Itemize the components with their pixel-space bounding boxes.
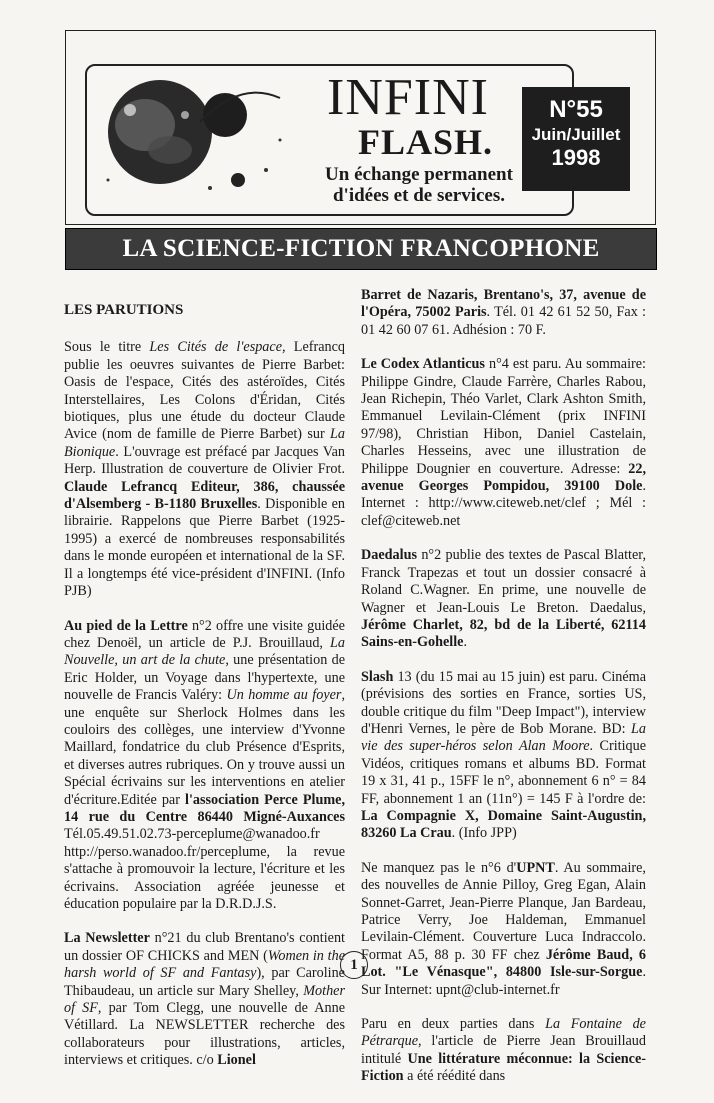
article-fontaine-petrarque: Paru en deux parties dans La Fontaine de Pétrarque, l'article de Pierre Jean Brouillaud intitulé Une littérature méconnue: la Science-Fiction a été réédité dans — [361, 1016, 646, 1085]
issue-date: Juin/Juillet — [531, 125, 621, 144]
page-number: 1 — [340, 951, 368, 979]
tagline-line-2: d'idées et de services. — [332, 185, 505, 206]
article-cites-espace: Sous le titre Les Cités de l'espace, Lefrancq publie les oeuvres suivantes de Pierre Barbet: Oasis de l'espace, Cités des astéroïdes, Cités Interstellaires, Les Colons d'Éridan, Cités biotiques, plus une étude du docteur Claude Avice (nom de famille de Pierre Barbet) sur La Bionique. L'ouvrage est préfacé par Jacques Van Herp. Illustration de couverture de Olivier Frot. Claude Lefrancq Editeur, 386, chaussée d'Alsemberg - B-1180 Bruxelles. Disponible en librairie. Rappelons que Pierre Barbet (1925-1995) a exercé de nombreuses responsabilités dans le monde européen et international de la SF. Il a longtemps été vice-président d'INFINI. (Info PJB) — [64, 339, 346, 600]
article-upnt: Ne manquez pas le n°6 d'UPNT. Au sommaire, des nouvelles de Annie Pilloy, Greg Egan, Alain Sonnet-Garret, Jean-Pierre Planque, Jan Bardeau, Patrice Verry, Joe Haldeman, Emmanuel Levilain-Clément. Couverture Luca Indraccolo. Format A5, 88 p. 30 FF chez Jérôme Baud, 6 Lot. "Le Vénasque", 84800 Isle-sur-Sorgue. Sur Internet: upnt@club-internet.fr — [361, 859, 646, 998]
title-flash: FLASH. — [358, 122, 494, 162]
left-column — [64, 289, 345, 1087]
right-column — [361, 287, 646, 1103]
article-newsletter-continued: Barret de Nazaris, Brentano's, 37, avenue de l'Opéra, 75002 Paris. Tél. 01 42 61 52 50, Fax : 01 42 60 07 61. Adhésion : 70 F. — [361, 287, 646, 338]
issue-box — [522, 87, 630, 191]
title-infini: INFINI — [327, 69, 489, 126]
planet-illustration — [90, 70, 290, 200]
section-heading: LES PARUTIONS — [64, 302, 184, 318]
tagline — [314, 164, 524, 206]
issue-year: 1998 — [551, 145, 601, 170]
article-pied-de-la-lettre: Au pied de la Lettre n°2 offre une visite guidée chez Denoël, un article de P.J. Brouillaud, La Nouvelle, un art de la chute, une présentation de Eric Holder, un Voyage dans l'hypertexte, une nouvelle de Francis Valéry: Un homme au foyer, une enquête sur Sherlock Holmes dans les couloirs des collèges, une interview d'Yvonne Maillard, fondatrice du club Présence d'Esprits, et diverses autres rubriques. On y trouve aussi un Spécial écrivains sur les interventions en atelier d'écriture.Editée par l'association Perce Plume, 14 rue du Centre 86440 Migné-Auxances Tél.05.49.51.02.73-perceplume@wanadoo.fr http://perso.wanadoo.fr/perceplume, la revue s'attache à promouvoir la lecture, l'écriture et les écrivains. Association agréée jeunesse et éducation populaire par la D.R.D.J.S. — [64, 617, 346, 912]
article-slash: Slash 13 (du 15 mai au 15 juin) est paru. Cinéma (prévisions des sorties en France, sorties US, double critique du film "Deep Impact"), interview d'Henri Vernes, le père de Bob Morane. BD: La vie des super-héros selon Alan Moore. Critique Vidéos, critiques romans et albums BD. Format 19 x 31, 41 p., 15FF le n°, abonnement 6 n° = 84 FF, abonnement 1 an (11n°) = 145 F à l'ordre de: La Compagnie X, Domaine Saint-Augustin, 83260 La Crau. (Info JPP) — [361, 668, 647, 842]
section-banner: LA SCIENCE-FICTION FRANCOPHONE — [65, 228, 657, 270]
article-daedalus: Daedalus n°2 publie des textes de Pascal Blatter, Franck Trapezas et tout un dossier consacré à Roland C.Wagner. En prime, une nouvelle de Wagner et Jean-Louis Le Breton. Daedalus, Jérôme Charlet, 82, bd de la Liberté, 62114 Sains-en-Gohelle. — [361, 547, 646, 651]
article-newsletter: La Newsletter n°21 du club Brentano's contient un dossier OF CHICKS and MEN (Women in the harsh world of SF and Fantasy), par Caroline Thibaudeau, un article sur Mary Shelley, Mother of SF, par Tom Clegg, une nouvelle de Anne Vétillard. La NEWSLETTER recherche des collaborateurs pour illustrations, articles, interviews et critiques. c/o Lionel — [64, 930, 345, 1069]
issue-number: N°55 — [549, 96, 603, 123]
tagline-line-1: Un échange permanent — [325, 164, 513, 185]
article-codex-atlanticus: Le Codex Atlanticus n°4 est paru. Au sommaire: Philippe Gindre, Claude Farrère, Charles Rabou, Jean Richepin, Théo Varlet, Clark Ashton Smith, Emmanuel Levilain-Clément (prix INFINI 97/98), Christian Hibon, Daniel Castelain, Charles Hesseins, avec une illustration de Philippe Dougnier en couverture. Adresse: 22, avenue Georges Pompidou, 39100 Dole. Internet : http://www.citeweb.net/clef ; Mél : clef@citeweb.net — [361, 356, 647, 529]
